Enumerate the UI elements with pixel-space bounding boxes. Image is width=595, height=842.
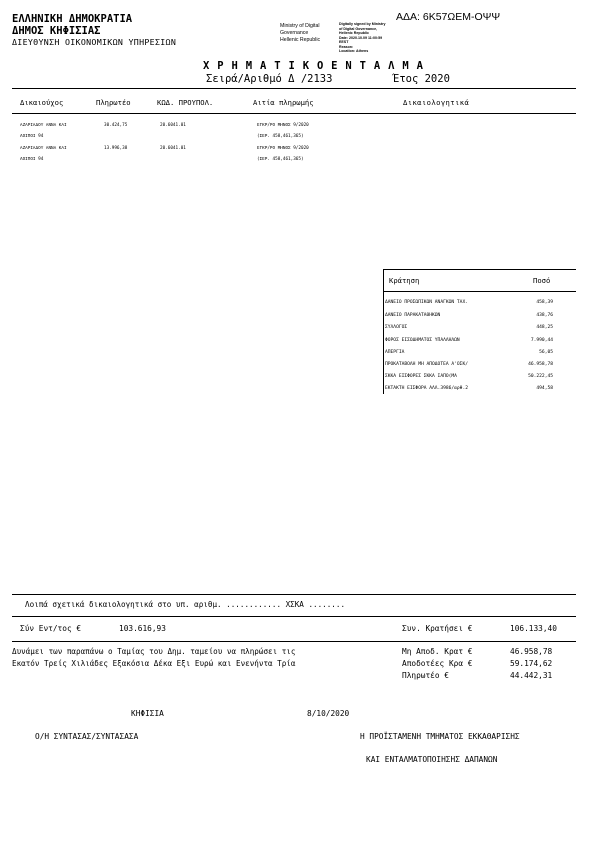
row-code: 20.6041.01 — [160, 123, 186, 128]
col-reason: Αιτία πληρωμής — [253, 98, 314, 107]
divider — [12, 594, 576, 595]
document-title: Χ Ρ Η Μ Α Τ Ι Κ Ο Ε Ν Τ Α Λ Μ Α — [203, 60, 424, 72]
summary-label: Πληρωτέο € — [402, 671, 449, 680]
retentions-left-rule — [383, 269, 384, 394]
stamp-left: Ministry of Digital Governance Hellenic Republic — [280, 23, 321, 43]
header-municipality: ΔΗΜΟΣ ΚΗΦΙΣΙΑΣ — [12, 25, 101, 37]
series-number: Σειρά/Αριθμό Δ /2133 — [206, 73, 333, 85]
divider — [12, 641, 576, 642]
footer-head-title-1: Η ΠΡΟΪΣΤΑΜΕΝΗ ΤΜΗΜΑΤΟΣ ΕΚΚΑΘΑΡΙΣΗΣ — [360, 732, 520, 741]
row-reason: ΕΓΚΡ/ΡΟ ΜΗΝΟΣ 9/2020 — [257, 146, 309, 151]
ada-code: ΑΔΑ: 6Κ57ΩΕΜ-ΟΨΨ — [396, 11, 501, 23]
order-text-line-2: Εκατόν Τρείς Χιλιάδες Εξακόσια Δέκα Εξι Ευρώ και Ενενήντα Τρία — [12, 659, 296, 668]
stamp-right: Digitally signed by Ministry of Digital Governance, Hellenic Republic Date: 2020.10.09 11:00:59 EEST Reason: Location: Athens — [339, 22, 386, 53]
fiscal-year: Έτος 2020 — [393, 73, 450, 85]
footer-composer: Ο/Η ΣΥΝΤΑΣΑΣ/ΣΥΝΤΑΣΑΣΑ — [35, 732, 139, 741]
divider — [12, 88, 576, 89]
other-documents: Λοιπά σχετικά δικαιολογητικά στο υπ. αριθμ. ............ ΧΣΚΑ ........ — [25, 600, 346, 609]
order-text-line-1: Δυνάμει των παραπάνω ο Ταμίας του Δημ. ταμείου να πληρώσει τις — [12, 647, 296, 656]
retentions-top-rule — [383, 269, 576, 270]
row-beneficiary: ΑΖΑΡΙΑΔΟΥ ΑΝΝΑ ΚΑΙ — [20, 123, 67, 128]
row-beneficiary: ΑΖΑΡΙΑΔΟΥ ΑΝΝΑ ΚΑΙ — [20, 146, 67, 151]
retentions-total-label: Συν. Κρατήσει € — [402, 624, 473, 633]
col-beneficiary: Δικαιούχος — [20, 98, 64, 107]
row-beneficiary: ΛΟΙΠΟΙ 94 — [20, 134, 44, 139]
retentions-header-amount: Ποσό — [533, 276, 551, 285]
footer-head-title-2: ΚΑΙ ΕΝΤΑΛΜΑΤΟΠΟΙΗΣΗΣ ΔΑΠΑΝΩΝ — [366, 755, 498, 764]
sum-label: Σύν Εντ/τος € — [20, 624, 82, 633]
retentions-total-value: 106.133,40 — [510, 624, 557, 633]
row-code: 20.6041.01 — [160, 146, 186, 151]
summary-value: 46.958,78 — [510, 647, 553, 656]
row-payable: 30.424,75 — [104, 123, 128, 128]
divider — [12, 113, 576, 114]
row-reason: (ΣΕΡ. 458,461,365) — [257, 134, 304, 139]
row-reason: ΕΓΚΡ/ΡΟ ΜΗΝΟΣ 9/2020 — [257, 123, 309, 128]
row-payable: 13.996,38 — [104, 146, 128, 151]
col-payable: Πληρωτέο — [96, 98, 131, 107]
sum-value: 103.616,93 — [119, 624, 166, 633]
row-reason: (ΣΕΡ. 458,461,365) — [257, 157, 304, 162]
col-docs: Δικαιολογητικά — [403, 98, 470, 107]
summary-label: Μη Αποδ. Κρατ € — [402, 647, 473, 656]
summary-label: Αποδοτέες Κρα € — [402, 659, 473, 668]
summary-value: 44.442,31 — [510, 671, 553, 680]
retentions-header-rule — [383, 291, 576, 292]
summary-value: 59.174,62 — [510, 659, 553, 668]
header-country: ΕΛΛΗΝΙΚΗ ΔΗΜΟΚΡΑΤΙΑ — [12, 13, 133, 25]
col-budget-code: ΚΩΔ. ΠΡΟΥΠΟΛ. — [157, 98, 214, 107]
footer-place: ΚΗΦΙΣΙΑ — [131, 709, 164, 718]
retentions-header-label: Κράτηση — [389, 276, 420, 285]
footer-date: 8/10/2020 — [307, 709, 350, 718]
row-beneficiary: ΛΟΙΠΟΙ 94 — [20, 157, 44, 162]
header-department: ΔΙΕΥΘΥΝΣΗ ΟΙΚΟΝΟΜΙΚΩΝ ΥΠΗΡΕΣΙΩΝ — [12, 37, 177, 47]
divider — [12, 616, 576, 617]
